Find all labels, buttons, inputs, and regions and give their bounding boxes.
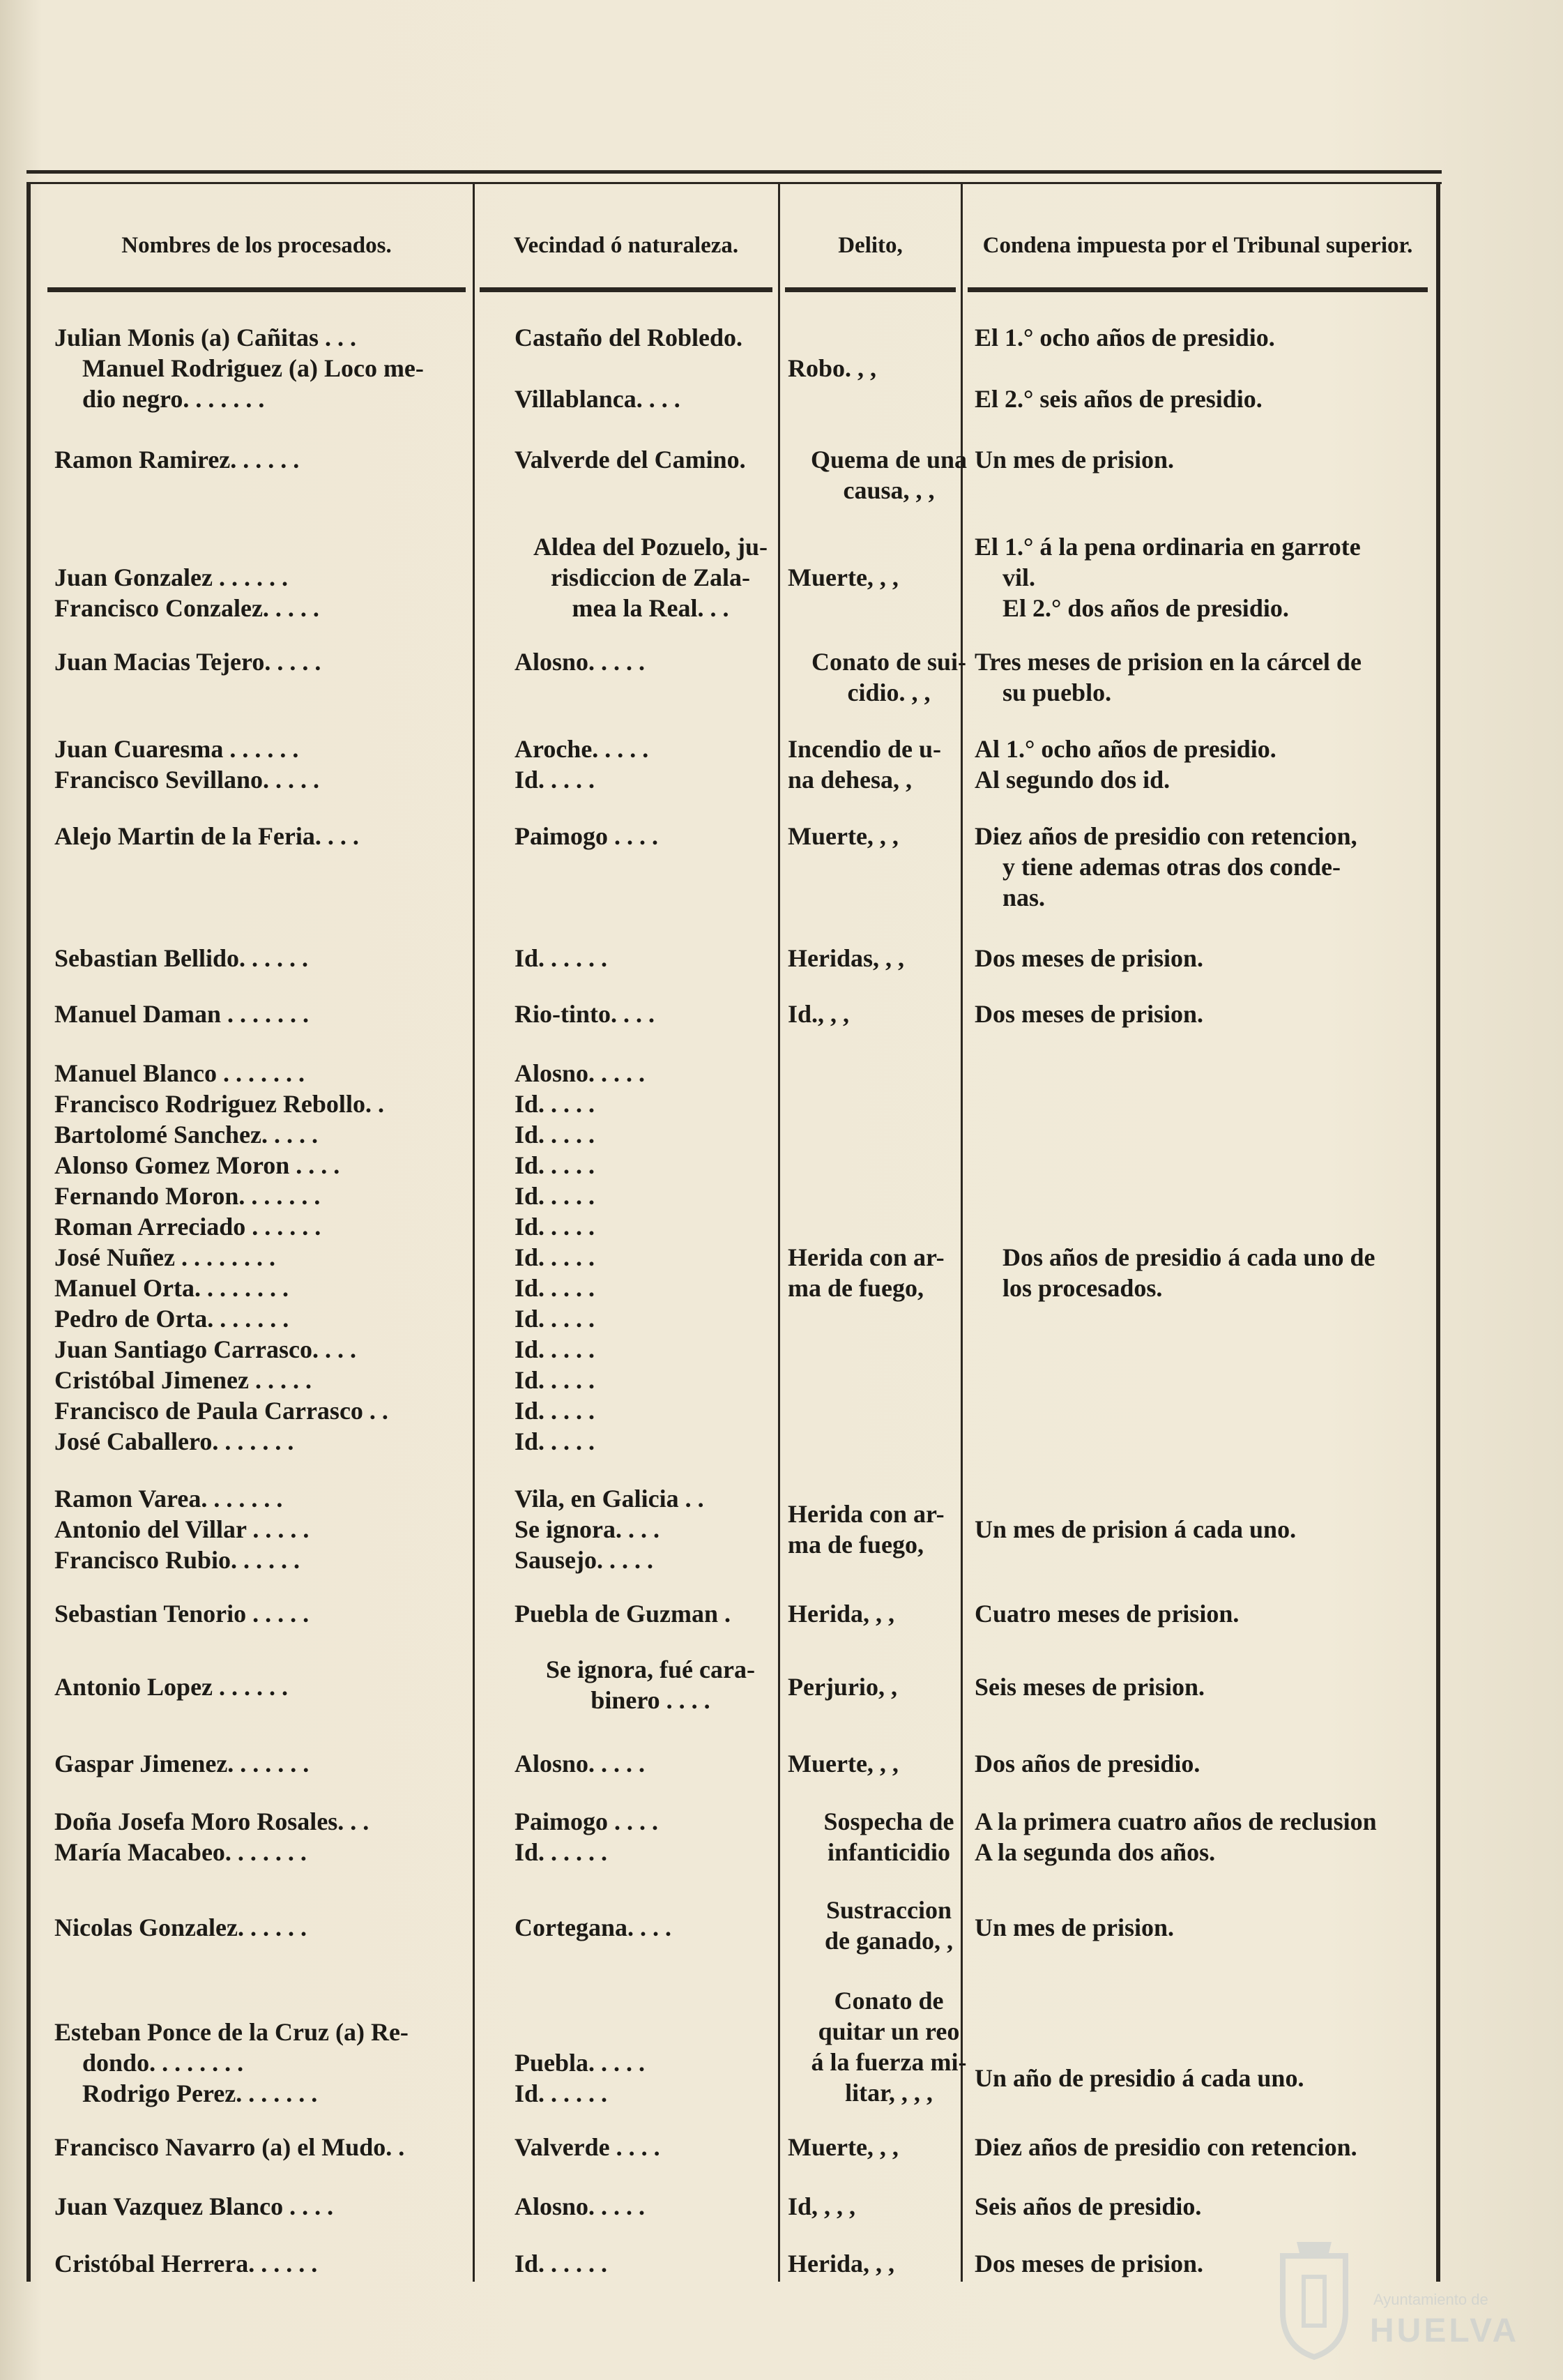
watermark-subtitle: Ayuntamiento de — [1373, 2291, 1488, 2308]
cell-delito: Perjurio, , — [788, 1673, 897, 1701]
cell-nombres: Manuel Blanco . . . . . . . Francisco Rodriguez Rebollo. . Bartolomé Sanchez. . . . . Alonso Gomez Moron . . . . Fernando Moron. . . . . . . Roman Arreciado . . . . . . José Nuñez . . . . . . . . Manuel Orta. . . . . . . . Pedro de Orta. . . . . . . Juan Santiago Carrasco. . . . Cristóbal Jimenez . . . . . Francisco de Paula Carrasco . . José Caballero. . . . . . . — [54, 1059, 388, 1455]
cell-nombres: Nicolas Gonzalez. . . . . . — [54, 1913, 307, 1941]
cell-nombres: Antonio Lopez . . . . . . — [54, 1673, 289, 1701]
cell-condena: Un mes de prision. — [975, 1913, 1175, 1941]
cell-nombres: Alejo Martin de la Feria. . . . — [54, 822, 359, 850]
cell-vecindad: Aldea del Pozuelo, ju- risdiccion de Zala- mea la Real. . . — [533, 533, 768, 622]
cell-condena: Dos meses de prision. — [975, 944, 1204, 972]
cell-nombres: Doña Josefa Moro Rosales. . . María Macabeo. . . . . . . — [54, 1807, 369, 1866]
cell-condena: Dos meses de prision. — [975, 2250, 1204, 2277]
cell-condena: Diez años de presidio con retencion. — [975, 2133, 1357, 2161]
cell-condena: Un mes de prision á cada uno. — [975, 1515, 1297, 1543]
cell-vecindad: Alosno. . . . . — [514, 1750, 646, 1778]
cell-condena: Dos meses de prision. — [975, 1000, 1204, 1028]
header-rule — [785, 287, 956, 292]
cell-delito: Herida, , , — [788, 2250, 894, 2277]
cell-vecindad: Paimogo . . . . — [514, 822, 658, 850]
cell-delito: Heridas, , , — [788, 944, 904, 972]
header-rule — [480, 287, 772, 292]
frame-left-border — [26, 183, 31, 2282]
cell-delito: Id, , , , — [788, 2192, 856, 2220]
cell-condena: Dos años de presidio á cada uno de los procesados. — [1002, 1243, 1375, 1302]
cell-delito: Herida con ar- ma de fuego, — [788, 1243, 945, 1302]
cell-nombres: Juan Macias Tejero. . . . . — [54, 648, 321, 676]
cell-delito: Muerte, , , — [788, 822, 899, 850]
cell-vecindad: Rio-tinto. . . . — [514, 1000, 655, 1028]
header-delito: Delito, — [838, 233, 903, 258]
cell-nombres: Ramon Ramirez. . . . . . — [54, 446, 300, 473]
cell-nombres: Sebastian Bellido. . . . . . — [54, 944, 309, 972]
cell-vecindad: Valverde . . . . — [514, 2133, 660, 2161]
cell-vecindad: Puebla. . . . . Id. . . . . . — [514, 2049, 646, 2107]
cell-condena: Seis años de presidio. — [975, 2192, 1202, 2220]
cell-vecindad: Valverde del Camino. — [514, 446, 746, 473]
cell-delito: Incendio de u- na dehesa, , — [788, 735, 942, 794]
cell-nombres: Ramon Varea. . . . . . . Antonio del Villar . . . . . Francisco Rubio. . . . . . — [54, 1485, 310, 1574]
watermark-title: HUELVA — [1370, 2312, 1520, 2349]
cell-delito: Quema de una causa, , , — [810, 446, 968, 504]
cell-delito: Herida, , , — [788, 1600, 894, 1628]
cell-nombres: Juan Gonzalez . . . . . . Francisco Conzalez. . . . . — [54, 563, 319, 622]
cell-vecindad: Se ignora, fué cara- binero . . . . — [546, 1655, 755, 1714]
cell-nombres: Juan Cuaresma . . . . . . Francisco Sevillano. . . . . — [54, 735, 319, 794]
cell-condena: Diez años de presidio con retencion, y tiene ademas otras dos conde- nas. — [975, 822, 1357, 911]
cell-condena: Seis meses de prision. — [975, 1673, 1205, 1701]
cell-nombres: Francisco Navarro (a) el Mudo. . — [54, 2133, 405, 2161]
column-separator — [473, 183, 475, 2282]
cell-delito: Muerte, , , — [788, 2133, 899, 2161]
cell-delito: Sospecha de infanticidio — [823, 1807, 954, 1866]
cell-vecindad: Alosno. . . . . — [514, 2192, 646, 2220]
cell-condena: Un mes de prision. — [975, 446, 1175, 473]
header-rule — [47, 287, 466, 292]
cell-nombres: Sebastian Tenorio . . . . . — [54, 1600, 310, 1628]
cell-nombres: Juan Vazquez Blanco . . . . — [54, 2192, 334, 2220]
cell-delito: Conato de quitar un reo á la fuerza mi- litar, , , , — [811, 1987, 967, 2107]
cell-vecindad: Castaño del Robledo. Villablanca. . . . — [514, 324, 743, 413]
cell-nombres: Manuel Daman . . . . . . . — [54, 1000, 310, 1028]
cell-delito: Herida con ar- ma de fuego, — [788, 1500, 945, 1559]
cell-condena: A la primera cuatro años de reclusion A la segunda dos años. — [975, 1807, 1377, 1866]
cell-condena: Cuatro meses de prision. — [975, 1600, 1240, 1628]
top-double-rule — [26, 170, 1442, 184]
cell-vecindad: Puebla de Guzman . — [514, 1600, 731, 1628]
cell-condena: El 1.° ocho años de presidio. El 2.° seis años de presidio. — [975, 324, 1275, 413]
header-rule — [968, 287, 1428, 292]
cell-condena: Tres meses de prision en la cárcel de su pueblo. — [975, 648, 1362, 706]
cell-nombres: Esteban Ponce de la Cruz (a) Re- dondo. . . . . . . . Rodrigo Perez. . . . . . . — [54, 2018, 409, 2107]
cell-nombres: Cristóbal Herrera. . . . . . — [54, 2250, 318, 2277]
cell-condena: Dos años de presidio. — [975, 1750, 1200, 1778]
archive-watermark — [1269, 2235, 1548, 2360]
cell-delito: Sustraccion de ganado, , — [824, 1896, 954, 1955]
cell-delito: Robo. , , — [788, 354, 877, 382]
cell-vecindad: Id. . . . . . — [514, 944, 608, 972]
table-frame — [26, 183, 1440, 2282]
header-vecindad: Vecindad ó naturaleza. — [513, 233, 739, 258]
cell-vecindad: Alosno. . . . . Id. . . . . Id. . . . . Id. . . . . Id. . . . . Id. . . . . Id. . . . . Id. . . . . Id. . . . . Id. . . . . Id. . . . . Id. . . . . Id. . . . . — [514, 1059, 646, 1455]
header-condena: Condena impuesta por el Tribunal superior. — [982, 233, 1413, 258]
cell-vecindad: Id. . . . . . — [514, 2250, 608, 2277]
coat-of-arms-icon — [1269, 2235, 1359, 2360]
cell-vecindad: Vila, en Galicia . . Se ignora. . . . Sausejo. . . . . — [514, 1485, 704, 1574]
header-nombres: Nombres de los procesados. — [121, 233, 392, 258]
cell-vecindad: Cortegana. . . . — [514, 1913, 671, 1941]
cell-vecindad: Alosno. . . . . — [514, 648, 646, 676]
cell-delito: Id., , , — [788, 1000, 850, 1028]
cell-condena: Al 1.° ocho años de presidio. Al segundo dos id. — [975, 735, 1276, 794]
cell-vecindad: Paimogo . . . . Id. . . . . . — [514, 1807, 658, 1866]
cell-delito: Muerte, , , — [788, 563, 899, 591]
cell-condena: Un año de presidio á cada uno. — [975, 2064, 1304, 2092]
cell-delito: Muerte, , , — [788, 1750, 899, 1778]
cell-vecindad: Aroche. . . . . Id. . . . . — [514, 735, 649, 794]
cell-delito: Conato de sui- cidio. , , — [811, 648, 967, 706]
cell-nombres: Julian Monis (a) Cañitas . . . Manuel Rodriguez (a) Loco me- dio negro. . . . . . . — [54, 324, 424, 413]
cell-nombres: Gaspar Jimenez. . . . . . . — [54, 1750, 310, 1778]
cell-condena: El 1.° á la pena ordinaria en garrote vil. El 2.° dos años de presidio. — [975, 533, 1361, 622]
